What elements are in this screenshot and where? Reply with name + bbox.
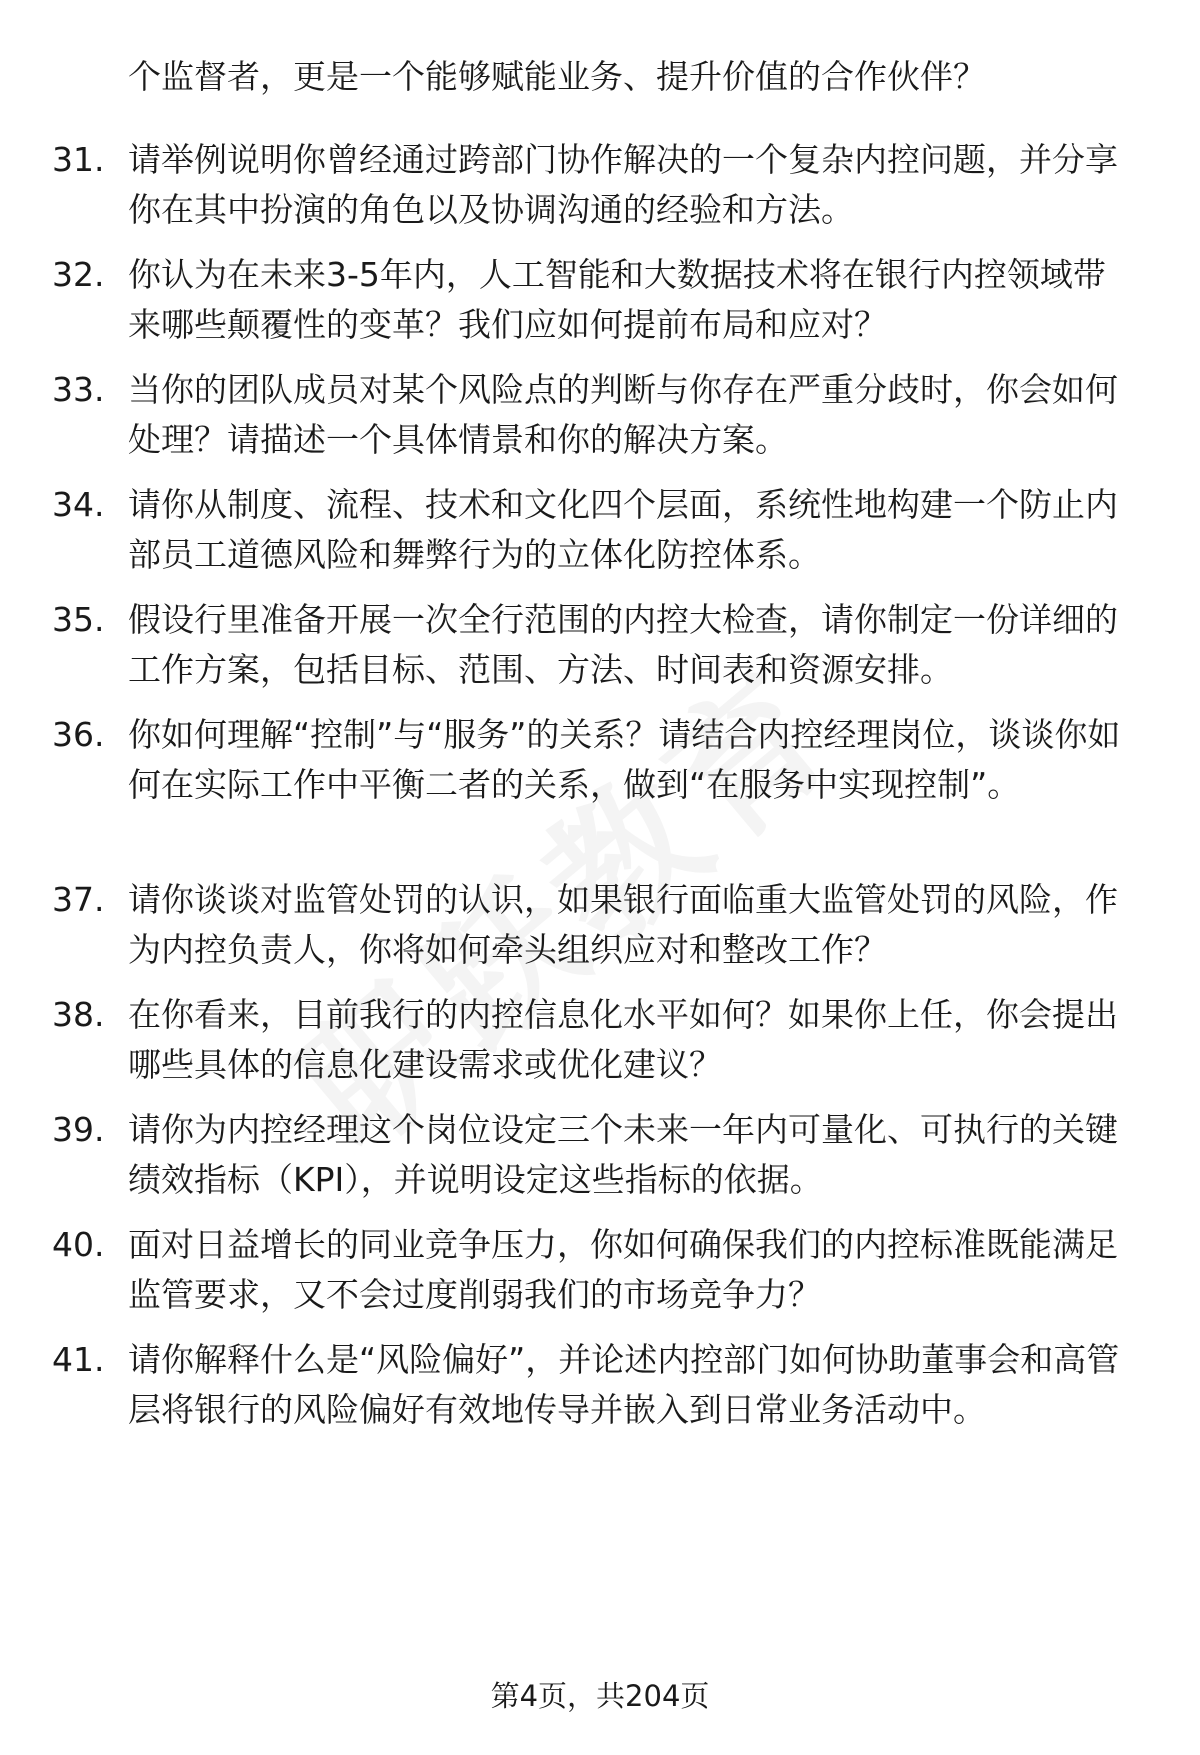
question-number: 41. [52, 1340, 105, 1379]
question-text: 当你的团队成员对某个风险点的判断与你存在严重分歧时，你会如何处理？请描述一个具体情景和你的解决方案。 [128, 370, 1118, 459]
page-number-footer: 第4页，共204页 [490, 1679, 710, 1713]
question-number: 38. [52, 995, 105, 1034]
continued-text: 个监督者，更是一个能够赋能业务、提升价值的合作伙伴？ [128, 57, 986, 96]
question-number: 36. [52, 715, 105, 754]
question-text: 请你谈谈对监管处罚的认识，如果银行面临重大监管处罚的风险，作为内控负责人，你将如何牵头组织应对和整改工作？ [128, 880, 1118, 969]
question-number: 37. [52, 880, 105, 919]
question-text: 你如何理解“控制”与“服务”的关系？请结合内控经理岗位，谈谈你如何在实际工作中平衡二者的关系，做到“在服务中实现控制”。 [128, 715, 1121, 804]
question-number: 32. [52, 255, 105, 294]
question-text: 面对日益增长的同业竞争压力，你如何确保我们的内控标准既能满足监管要求，又不会过度削弱我们的市场竞争力？ [128, 1225, 1118, 1314]
question-text: 请举例说明你曾经通过跨部门协作解决的一个复杂内控问题，并分享你在其中扮演的角色以及协调沟通的经验和方法。 [128, 140, 1118, 229]
question-text: 你认为在未来3-5年内，人工智能和大数据技术将在银行内控领域带来哪些颠覆性的变革？我们应如何提前布局和应对？ [128, 255, 1106, 344]
question-number: 33. [52, 370, 105, 409]
question-text: 请你从制度、流程、技术和文化四个层面，系统性地构建一个防止内部员工道德风险和舞弊行为的立体化防控体系。 [128, 485, 1118, 574]
question-text: 请你为内控经理这个岗位设定三个未来一年内可量化、可执行的关键绩效指标（KPI），并说明设定这些指标的依据。 [128, 1110, 1118, 1199]
question-number: 35. [52, 600, 105, 639]
question-text: 假设行里准备开展一次全行范围的内控大检查，请你制定一份详细的工作方案，包括目标、范围、方法、时间表和资源安排。 [128, 600, 1118, 689]
question-number: 31. [52, 140, 105, 179]
question-text: 请你解释什么是“风险偏好”，并论述内控部门如何协助董事会和高管层将银行的风险偏好有效地传导并嵌入到日常业务活动中。 [128, 1340, 1120, 1429]
question-number: 40. [52, 1225, 105, 1264]
question-text: 在你看来，目前我行的内控信息化水平如何？如果你上任，你会提出哪些具体的信息化建设需求或优化建议？ [128, 995, 1118, 1084]
question-number: 34. [52, 485, 105, 524]
question-number: 39. [52, 1110, 105, 1149]
